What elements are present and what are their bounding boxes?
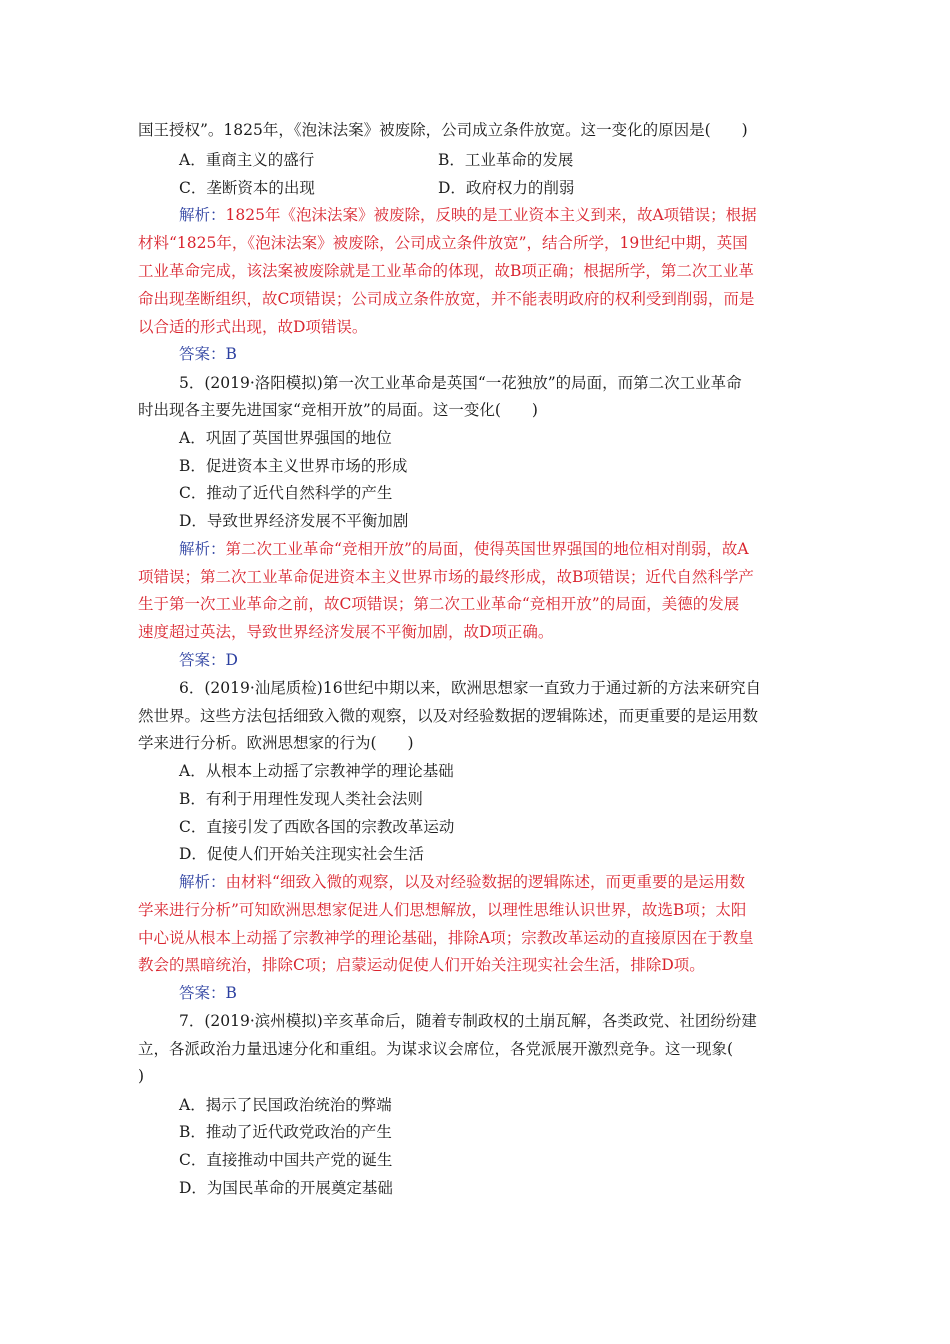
q6-analysis-line-4: 教会的黑暗统治，排除C项；启蒙运动促使人们开始关注现实社会生活，排除D项。 bbox=[138, 956, 705, 974]
q5-option-c: C．推动了近代自然科学的产生 bbox=[179, 484, 393, 502]
q5-analysis-line-2: 项错误；第二次工业革命促进资本主义世界市场的最终形成，故B项错误；近代自然科学产 bbox=[138, 568, 754, 586]
q5-answer: 答案：D bbox=[179, 651, 238, 669]
q7-stem-line-1: 7．(2019·滨州模拟)辛亥革命后，随着专制政权的土崩瓦解，各类政党、社团纷纷建 bbox=[179, 1012, 757, 1030]
q4-analysis-label: 解析： bbox=[179, 206, 226, 224]
q6-option-d: D．促使人们开始关注现实社会生活 bbox=[179, 845, 424, 863]
q5-stem-line-1: 5．(2019·洛阳模拟)第一次工业革命是英国“一花独放”的局面，而第二次工业革命 bbox=[179, 374, 742, 392]
q4-analysis-line-1: 解析：1825年《泡沫法案》被废除，反映的是工业资本主义到来，故A项错误；根据 bbox=[179, 206, 757, 224]
q5-analysis-label: 解析： bbox=[179, 540, 226, 558]
q5-option-d: D．导致世界经济发展不平衡加剧 bbox=[179, 512, 409, 530]
q7-option-a: A．揭示了民国政治统治的弊端 bbox=[179, 1096, 392, 1114]
q5-analysis-line-4: 速度超过英法，导致世界经济发展不平衡加剧，故D项正确。 bbox=[138, 623, 554, 641]
q6-stem-line-2: 然世界。这些方法包括细致入微的观察，以及对经验数据的逻辑陈述，而更重要的是运用数 bbox=[138, 707, 759, 725]
q4-analysis-line-4: 命出现垄断组织，故C项错误；公司成立条件放宽，并不能表明政府的权利受到削弱，而是 bbox=[138, 290, 755, 308]
q5-analysis-line-1: 解析：第二次工业革命“竞相开放”的局面，使得英国世界强国的地位相对削弱，故A bbox=[179, 540, 749, 558]
q4-option-a: A．重商主义的盛行 bbox=[179, 151, 315, 169]
q7-option-d: D．为国民革命的开展奠定基础 bbox=[179, 1179, 393, 1197]
q4-answer: 答案：B bbox=[179, 345, 237, 363]
q7-stem-line-2: 立，各派政治力量迅速分化和重组。为谋求议会席位，各党派展开激烈竞争。这一现象( bbox=[138, 1040, 734, 1058]
q7-option-c: C．直接推动中国共产党的诞生 bbox=[179, 1151, 393, 1169]
q5-option-a: A．巩固了英国世界强国的地位 bbox=[179, 429, 392, 447]
q4-analysis-line-5: 以合适的形式出现，故D项错误。 bbox=[138, 318, 368, 336]
q4-analysis-line-2: 材料“1825年，《泡沫法案》被废除，公司成立条件放宽”，结合所学，19世纪中期，英国 bbox=[138, 234, 748, 252]
q6-stem-line-1: 6．(2019·汕尾质检)16世纪中期以来，欧洲思想家一直致力于通过新的方法来研究自 bbox=[179, 679, 762, 697]
q4-option-c: C．垄断资本的出现 bbox=[179, 179, 315, 197]
q5-analysis-line-3: 生于第一次工业革命之前，故C项错误；第二次工业革命“竞相开放”的局面，美德的发展 bbox=[138, 595, 740, 613]
q4-options-row-2 bbox=[179, 178, 859, 198]
q7-stem-line-3: ) bbox=[138, 1067, 145, 1085]
q4-stem: 国王授权”。1825年，《泡沫法案》被废除，公司成立条件放宽。这一变化的原因是( ) bbox=[138, 121, 748, 139]
q6-analysis-label: 解析： bbox=[179, 873, 226, 891]
q7-option-b: B．推动了近代政党政治的产生 bbox=[179, 1123, 392, 1141]
q6-stem-line-3: 学来进行分析。欧洲思想家的行为( ) bbox=[138, 734, 414, 752]
q6-analysis-line-2: 学来进行分析”可知欧洲思想家促进人们思想解放，以理性思维认识世界，故选B项；太阳 bbox=[138, 901, 747, 919]
q6-option-a: A．从根本上动摇了宗教神学的理论基础 bbox=[179, 762, 454, 780]
q5-stem-line-2: 时出现各主要先进国家“竞相开放”的局面。这一变化( ) bbox=[138, 401, 538, 419]
q6-analysis-line-1: 解析：由材料“细致入微的观察，以及对经验数据的逻辑陈述，而更重要的是运用数 bbox=[179, 873, 745, 891]
q4-option-d: D．政府权力的削弱 bbox=[438, 179, 575, 197]
q6-answer: 答案：B bbox=[179, 984, 237, 1002]
q5-option-b: B．促进资本主义世界市场的形成 bbox=[179, 457, 408, 475]
q6-analysis-line-3: 中心说从根本上动摇了宗教神学的理论基础，排除A项；宗教改革运动的直接原因在于教皇 bbox=[138, 929, 754, 947]
q6-option-b: B．有利于用理性发现人类社会法则 bbox=[179, 790, 423, 808]
q4-options-row-1 bbox=[179, 150, 859, 170]
q4-analysis-line-3: 工业革命完成，该法案被废除就是工业革命的体现，故B项正确；根据所学，第二次工业革 bbox=[138, 262, 754, 280]
q4-option-b: B．工业革命的发展 bbox=[438, 151, 574, 169]
q6-option-c: C．直接引发了西欧各国的宗教改革运动 bbox=[179, 818, 455, 836]
